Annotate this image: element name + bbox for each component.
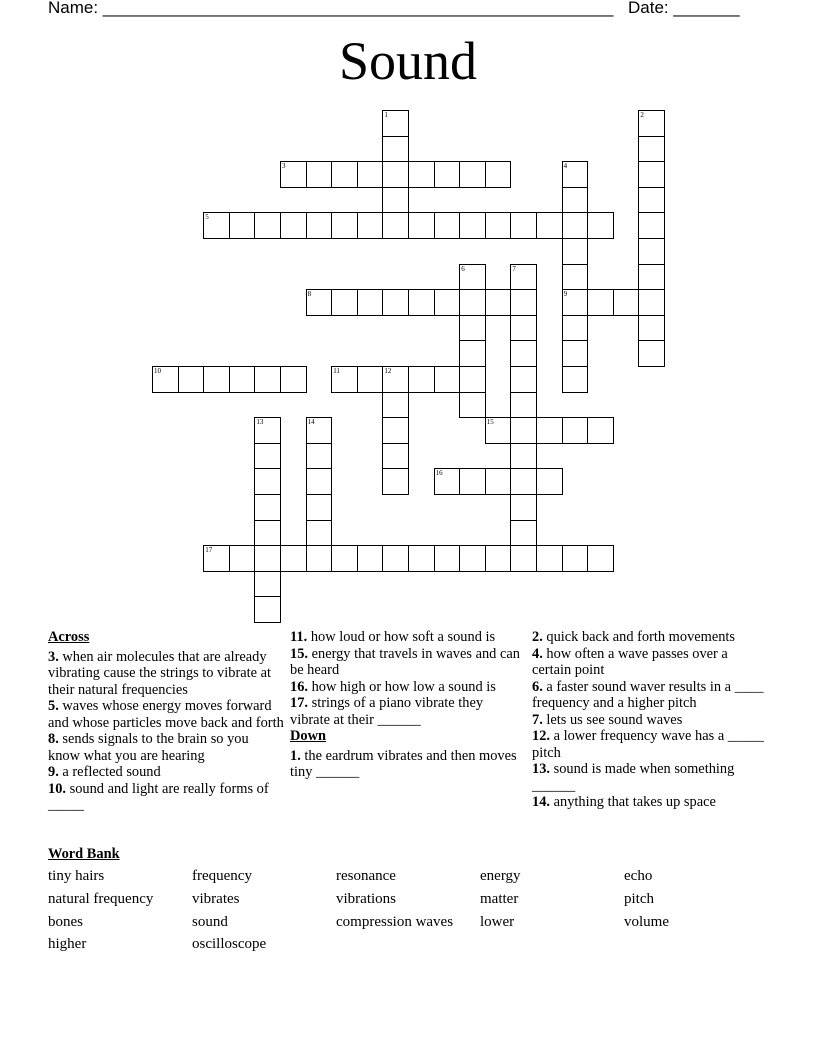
grid-cell[interactable] bbox=[536, 417, 563, 444]
word-bank-item: sound bbox=[192, 913, 228, 930]
grid-cell[interactable] bbox=[254, 212, 281, 239]
grid-cell[interactable] bbox=[382, 136, 409, 163]
grid-cell[interactable] bbox=[254, 545, 281, 572]
word-bank-item: matter bbox=[480, 890, 519, 907]
grid-cell[interactable] bbox=[382, 110, 409, 137]
clues-column-3 bbox=[532, 629, 768, 811]
grid-cell[interactable] bbox=[510, 340, 537, 367]
grid-cell[interactable] bbox=[254, 596, 281, 623]
grid-cell[interactable] bbox=[306, 545, 333, 572]
grid-cell[interactable] bbox=[485, 289, 512, 316]
grid-cell[interactable] bbox=[510, 289, 537, 316]
clue-number: 2 bbox=[640, 111, 644, 119]
grid-cell[interactable] bbox=[562, 212, 589, 239]
grid-cell[interactable] bbox=[203, 366, 230, 393]
grid-cell[interactable] bbox=[510, 443, 537, 470]
clue-across-5: 5. waves whose energy moves forward and whose particles move back and forth bbox=[48, 698, 284, 731]
grid-cell[interactable] bbox=[254, 468, 281, 495]
clue-down-12: 12. a lower frequency wave has a _____ pitch bbox=[532, 728, 764, 761]
grid-cell[interactable] bbox=[562, 315, 589, 342]
grid-cell[interactable] bbox=[357, 161, 384, 188]
grid-cell[interactable] bbox=[357, 289, 384, 316]
clue-down-14: 14. anything that takes up space bbox=[532, 794, 716, 810]
grid-cell[interactable] bbox=[382, 289, 409, 316]
grid-cell[interactable] bbox=[331, 545, 358, 572]
grid-cell[interactable] bbox=[485, 161, 512, 188]
clue-across-11: 11. how loud or how soft a sound is bbox=[290, 629, 496, 645]
clue-number: 12 bbox=[384, 367, 392, 375]
clue-across-15: 15. energy that travels in waves and can be heard bbox=[290, 645, 520, 678]
clue-down-13: 13. sound is made when something ______ bbox=[532, 761, 735, 794]
grid-cell[interactable] bbox=[331, 212, 358, 239]
name-field[interactable]: Name: ______________________________________________________ bbox=[48, 0, 614, 17]
across-heading: Across bbox=[48, 629, 90, 645]
grid-cell[interactable] bbox=[434, 289, 461, 316]
grid-cell[interactable] bbox=[613, 289, 640, 316]
clue-across-10: 10. sound and light are really forms of _____ bbox=[48, 780, 269, 813]
clues-column-2 bbox=[290, 629, 520, 781]
grid-cell[interactable] bbox=[459, 264, 486, 291]
clue-number: 3 bbox=[282, 162, 286, 171]
grid-cell[interactable] bbox=[408, 545, 435, 572]
grid-cell[interactable] bbox=[638, 315, 665, 342]
clue-down-1: 1. the eardrum vibrates and then moves tiny ______ bbox=[290, 747, 517, 780]
clue-number: 16 bbox=[435, 469, 443, 478]
grid-cell[interactable] bbox=[459, 161, 486, 188]
grid-cell[interactable] bbox=[638, 289, 665, 316]
grid-cell[interactable] bbox=[306, 212, 333, 239]
grid-cell[interactable] bbox=[408, 161, 435, 188]
grid-cell[interactable] bbox=[306, 161, 333, 188]
grid-cell[interactable] bbox=[562, 545, 589, 572]
grid-cell[interactable] bbox=[382, 417, 409, 444]
word-bank-item: bones bbox=[48, 913, 83, 930]
grid-cell[interactable] bbox=[229, 545, 256, 572]
grid-cell[interactable] bbox=[485, 545, 512, 572]
grid-cell[interactable] bbox=[587, 417, 614, 444]
word-bank-item: vibrates bbox=[192, 890, 240, 907]
grid-cell[interactable] bbox=[638, 340, 665, 367]
down-heading: Down bbox=[290, 728, 326, 744]
clue-number: 14 bbox=[307, 418, 315, 427]
word-bank-item: oscilloscope bbox=[192, 936, 267, 953]
grid-cell[interactable] bbox=[306, 520, 333, 547]
grid-cell[interactable] bbox=[485, 212, 512, 239]
clue-down-2: 2. quick back and forth movements bbox=[532, 629, 736, 645]
grid-cell[interactable] bbox=[510, 468, 537, 495]
grid-cell[interactable] bbox=[638, 136, 665, 163]
clue-number: 8 bbox=[307, 290, 312, 299]
word-bank-item: frequency bbox=[192, 868, 252, 884]
grid-cell[interactable] bbox=[382, 187, 409, 214]
grid-cell[interactable] bbox=[229, 212, 256, 239]
word-bank-heading: Word Bank bbox=[48, 846, 120, 862]
clue-number: 7 bbox=[512, 264, 516, 273]
clue-across-8: 8. sends signals to the brain so you know what you are hearing bbox=[48, 731, 249, 764]
grid-cell[interactable] bbox=[434, 545, 461, 572]
clues-column-1 bbox=[48, 629, 284, 814]
grid-cell[interactable] bbox=[587, 545, 614, 572]
grid-cell[interactable] bbox=[382, 545, 409, 572]
grid-cell[interactable] bbox=[306, 468, 333, 495]
clue-number: 4 bbox=[563, 162, 568, 171]
grid-cell[interactable] bbox=[434, 366, 461, 393]
grid-cell[interactable] bbox=[280, 212, 307, 239]
grid-cell[interactable] bbox=[587, 212, 614, 239]
grid-cell[interactable] bbox=[485, 468, 512, 495]
grid-cell[interactable] bbox=[562, 340, 589, 367]
clue-down-6: 6. a faster sound waver results in a ____ frequency and a higher pitch bbox=[532, 678, 764, 711]
grid-cell[interactable] bbox=[459, 392, 486, 419]
grid-cell[interactable] bbox=[638, 238, 665, 265]
word-bank-item: higher bbox=[48, 936, 87, 953]
grid-cell[interactable] bbox=[562, 161, 589, 188]
word-bank-item: pitch bbox=[624, 890, 654, 907]
grid-cell[interactable] bbox=[408, 366, 435, 393]
grid-cell[interactable] bbox=[382, 468, 409, 495]
grid-cell[interactable] bbox=[510, 366, 537, 393]
grid-cell[interactable] bbox=[536, 545, 563, 572]
clue-number: 15 bbox=[486, 418, 494, 427]
grid-cell[interactable] bbox=[510, 315, 537, 342]
grid-cell[interactable] bbox=[331, 161, 358, 188]
grid-cell[interactable] bbox=[408, 289, 435, 316]
word-bank-item: energy bbox=[480, 868, 521, 884]
grid-cell[interactable] bbox=[306, 494, 333, 521]
grid-cell[interactable] bbox=[459, 315, 486, 342]
grid-cell[interactable] bbox=[280, 161, 307, 188]
grid-cell[interactable] bbox=[254, 520, 281, 547]
grid-cell[interactable] bbox=[562, 187, 589, 214]
grid-cell[interactable] bbox=[638, 264, 665, 291]
grid-cell[interactable] bbox=[382, 366, 409, 393]
grid-cell[interactable] bbox=[357, 366, 384, 393]
grid-cell[interactable] bbox=[459, 212, 486, 239]
grid-cell[interactable] bbox=[254, 366, 281, 393]
grid-cell[interactable] bbox=[459, 545, 486, 572]
word-bank-item: echo bbox=[624, 868, 653, 884]
grid-cell[interactable] bbox=[382, 161, 409, 188]
grid-cell[interactable] bbox=[434, 212, 461, 239]
grid-cell[interactable] bbox=[382, 212, 409, 239]
grid-cell[interactable] bbox=[638, 187, 665, 214]
grid-cell[interactable] bbox=[280, 366, 307, 393]
grid-cell[interactable] bbox=[587, 289, 614, 316]
grid-cell[interactable] bbox=[382, 443, 409, 470]
grid-cell[interactable] bbox=[510, 520, 537, 547]
grid-cell[interactable] bbox=[408, 212, 435, 239]
grid-cell[interactable] bbox=[459, 366, 486, 393]
clue-down-7: 7. lets us see sound waves bbox=[532, 711, 683, 728]
word-bank-item: natural frequency bbox=[48, 890, 154, 907]
grid-cell[interactable] bbox=[152, 366, 179, 393]
clue-number: 5 bbox=[205, 213, 209, 222]
word-bank-item: volume bbox=[624, 913, 669, 930]
clue-number: 6 bbox=[461, 264, 465, 273]
grid-cell[interactable] bbox=[357, 545, 384, 572]
grid-cell[interactable] bbox=[562, 417, 589, 444]
grid-cell[interactable] bbox=[331, 366, 358, 393]
name-date-line bbox=[48, 0, 768, 18]
grid-cell[interactable] bbox=[485, 417, 512, 444]
grid-cell[interactable] bbox=[459, 468, 486, 495]
clue-number: 17 bbox=[205, 546, 213, 555]
grid-cell[interactable] bbox=[280, 545, 307, 572]
grid-cell[interactable] bbox=[459, 340, 486, 367]
grid-cell[interactable] bbox=[306, 417, 333, 444]
grid-cell[interactable] bbox=[434, 161, 461, 188]
date-field[interactable]: Date: _______ bbox=[628, 0, 740, 17]
grid-cell[interactable] bbox=[638, 212, 665, 239]
word-bank-item: lower bbox=[480, 913, 515, 930]
grid-cell[interactable] bbox=[178, 366, 205, 393]
grid-cell[interactable] bbox=[382, 392, 409, 419]
grid-cell[interactable] bbox=[254, 443, 281, 470]
grid-cell[interactable] bbox=[203, 212, 230, 239]
grid-cell[interactable] bbox=[229, 366, 256, 393]
grid-cell[interactable] bbox=[254, 571, 281, 598]
grid-cell[interactable] bbox=[510, 545, 537, 572]
word-bank-item: resonance bbox=[336, 868, 396, 884]
word-bank-item: vibrations bbox=[336, 890, 396, 907]
grid-cell[interactable] bbox=[306, 289, 333, 316]
grid-cell[interactable] bbox=[638, 161, 665, 188]
grid-cell[interactable] bbox=[306, 443, 333, 470]
clue-number: 9 bbox=[563, 290, 568, 299]
grid-cell[interactable] bbox=[536, 468, 563, 495]
grid-cell[interactable] bbox=[434, 468, 461, 495]
clue-number: 1 bbox=[384, 111, 388, 119]
grid-cell[interactable] bbox=[510, 494, 537, 521]
clue-across-9: 9. a reflected sound bbox=[48, 764, 161, 780]
grid-cell[interactable] bbox=[331, 289, 358, 316]
clue-down-4: 4. how often a wave passes over a certain point bbox=[532, 645, 728, 678]
grid-cell[interactable] bbox=[536, 212, 563, 239]
grid-cell[interactable] bbox=[510, 264, 537, 291]
grid-cell[interactable] bbox=[510, 392, 537, 419]
clue-across-17: 17. strings of a piano vibrate they vibrate at their ______ bbox=[290, 695, 484, 728]
grid-cell[interactable] bbox=[459, 289, 486, 316]
word-bank-item: compression waves bbox=[336, 913, 454, 930]
grid-cell[interactable] bbox=[638, 110, 665, 137]
grid-cell[interactable] bbox=[510, 417, 537, 444]
grid-cell[interactable] bbox=[254, 494, 281, 521]
word-bank-item: tiny hairs bbox=[48, 868, 105, 884]
grid-cell[interactable] bbox=[254, 417, 281, 444]
clue-number: 11 bbox=[333, 367, 340, 375]
clue-across-16: 16. how high or how low a sound is bbox=[290, 678, 496, 695]
grid-cell[interactable] bbox=[562, 238, 589, 265]
clue-across-3: 3. when air molecules that are already vibrating cause the strings to vibrate at their natural frequencies bbox=[48, 648, 271, 698]
grid-cell[interactable] bbox=[203, 545, 230, 572]
clue-number: 13 bbox=[256, 418, 264, 427]
grid-cell[interactable] bbox=[562, 289, 589, 316]
clue-number: 10 bbox=[154, 367, 161, 375]
grid-cell[interactable] bbox=[357, 212, 384, 239]
page-title: Sound bbox=[338, 31, 478, 91]
grid-cell[interactable] bbox=[562, 264, 589, 291]
grid-cell[interactable] bbox=[562, 366, 589, 393]
grid-cell[interactable] bbox=[510, 212, 537, 239]
